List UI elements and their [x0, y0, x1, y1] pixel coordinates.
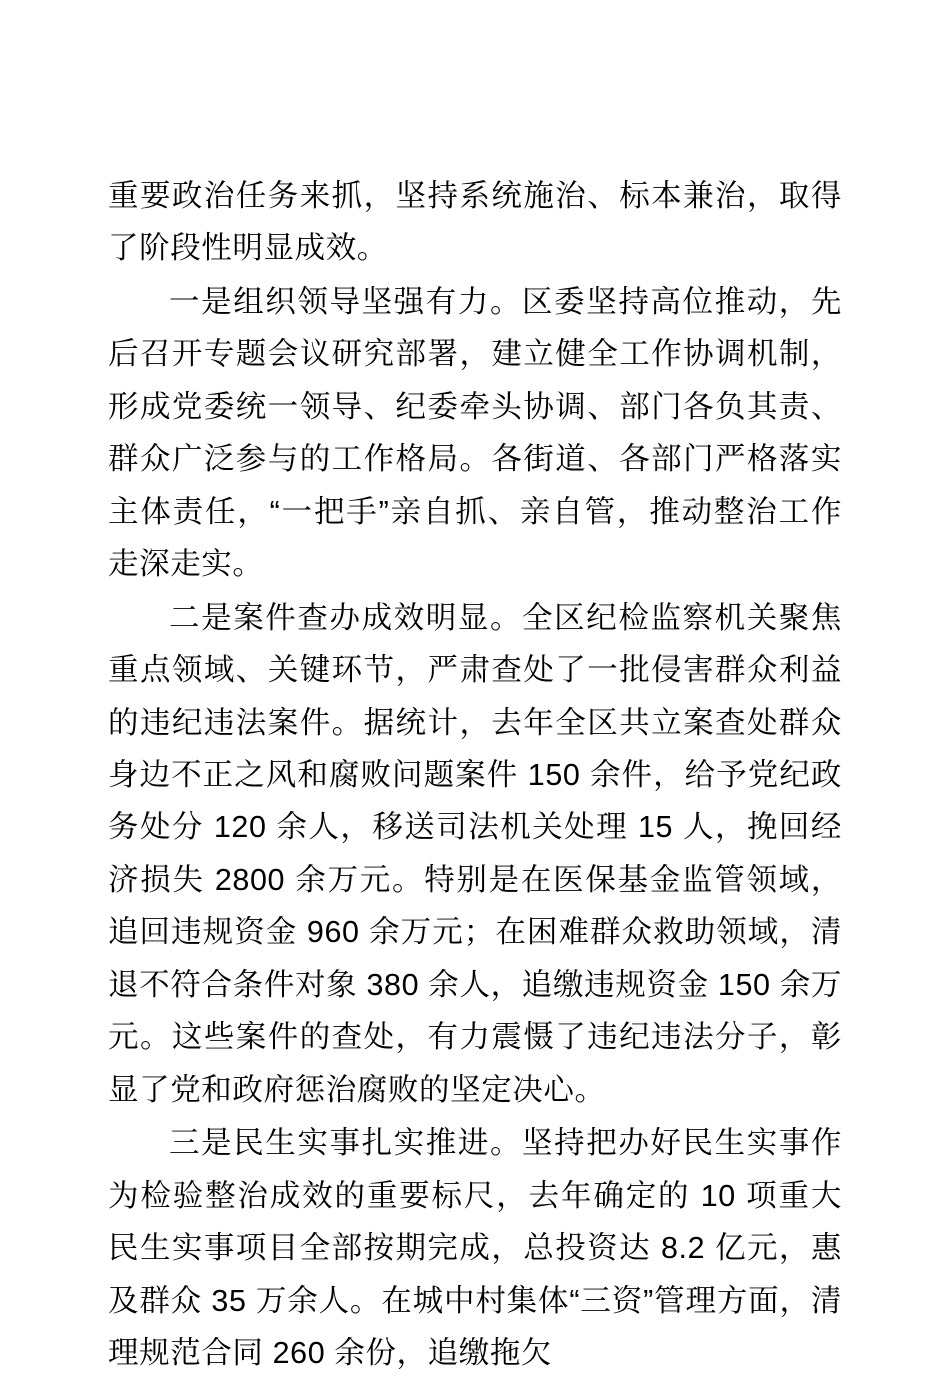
paragraph-continued: 重要政治任务来抓，坚持系统施治、标本兼治，取得了阶段性明显成效。: [108, 179, 842, 266]
document-body: [108, 170, 842, 1379]
paragraph-point-one: 一是组织领导坚强有力。区委坚持高位推动，先后召开专题会议研究部署，建立健全工作协调机制，形成党委统一领导、纪委牵头协调、部门各负其责、群众广泛参与的工作格局。各街道、各部门严格落实主体责任，“一把手”亲自抓、亲自管，推动整治工作走深走实。: [108, 284, 842, 582]
paragraph-point-two: 二是案件查办成效明显。全区纪检监察机关聚焦重点领域、关键环节，严肃查处了一批侵害群众利益的违纪违法案件。据统计，去年全区共立案查处群众身边不正之风和腐败问题案件 150 余件，给予党纪政务处分 120 余人，移送司法机关处理 15 人，挽回经济损失 2800 余万元。特别是在医保基金监管领域，追回违规资金 960 余万元；在困难群众救助领域，清退不符合条件对象 380 余人，追缴违规资金 150 余万元。这些案件的查处，有力震慑了违纪违法分子，彰显了党和政府惩治腐败的坚定决心。: [108, 600, 842, 1107]
paragraph-point-three: 三是民生实事扎实推进。坚持把办好民生实事作为检验整治成效的重要标尺，去年确定的 10 项重大民生实事项目全部按期完成，总投资达 8.2 亿元，惠及群众 35 万余人。在城中村集体“三资”管理方面，清理规范合同 260 余份，追缴拖欠: [108, 1126, 842, 1370]
